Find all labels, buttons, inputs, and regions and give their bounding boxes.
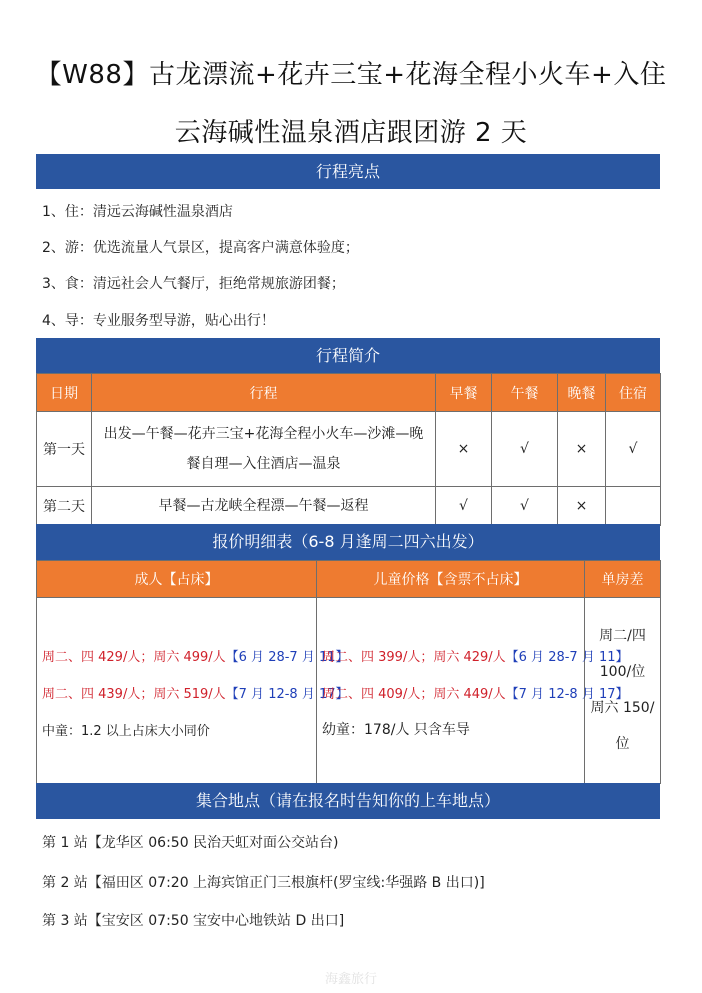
child-price-line (322, 646, 629, 665)
child-price: 周二、四 399/人；周六 429/人 (322, 650, 506, 665)
header-breakfast: 早餐 (436, 374, 492, 412)
pricing-heading: 报价明细表（6-8 月逢周二四六出发） (36, 524, 660, 560)
header-lunch: 午餐 (492, 374, 558, 412)
day-cell: 第二天 (37, 487, 92, 526)
day-cell: 第一天 (37, 412, 92, 487)
station-item: 第 1 站【龙华区 06:50 民治天虹对面公交站台) (42, 835, 339, 851)
route-line: 餐自理—入住酒店—温泉 (186, 456, 341, 472)
route-cell: 早餐—古龙峡全程漂—午餐—返程 (92, 487, 436, 526)
pricing-header-row (37, 561, 661, 598)
highlight-item: 3、食：清远社会人气餐厅，拒绝常规旅游团餐； (42, 276, 345, 292)
adult-note: 中童：1.2 以上占床大小同价 (42, 724, 210, 739)
highlight-item: 2、游：优选流量人气景区，提高客户满意体验度； (42, 240, 359, 256)
route-cell (92, 412, 436, 487)
adult-price: 周二、四 429/人；周六 499/人 (42, 650, 226, 665)
meeting-heading: 集合地点（请在报名时告知你的上车地点） (36, 783, 660, 819)
header-route: 行程 (92, 374, 436, 412)
pricing-table (36, 560, 661, 784)
stay-cell: √ (606, 412, 661, 487)
page-title-line-1: 【W88】古龙漂流+花卉三宝+花海全程小火车+入住 (35, 60, 667, 90)
single-supplement-line: 100/位 (599, 664, 646, 680)
adult-price: 周二、四 439/人；周六 519/人 (42, 687, 226, 702)
single-supplement-line: 位 (615, 736, 630, 752)
adult-period: 【6 月 28-7 月 11】 (225, 650, 349, 665)
breakfast-cell: √ (436, 487, 492, 526)
lunch-cell: √ (492, 487, 558, 526)
itinerary-table (36, 373, 661, 526)
table-row (37, 412, 661, 487)
highlight-item: 1、住：清远云海碱性温泉酒店 (42, 204, 233, 220)
lunch-cell: √ (492, 412, 558, 487)
dinner-cell: × (558, 412, 606, 487)
child-price-line (322, 683, 629, 702)
route-line: 出发—午餐—花卉三宝+花海全程小火车—沙滩—晚 (103, 426, 424, 442)
header-date: 日期 (37, 374, 92, 412)
highlight-item: 4、导：专业服务型导游，贴心出行！ (42, 313, 275, 329)
header-adult: 成人【占床】 (37, 561, 317, 598)
table-row (37, 487, 661, 526)
station-item: 第 2 站【福田区 07:20 上海宾馆正门三根旗杆(罗宝线:华强路 B 出口)] (42, 875, 485, 891)
page-title-line-2: 云海碱性温泉酒店跟团游 2 天 (174, 118, 528, 148)
adult-period: 【7 月 12-8 月 17】 (225, 687, 349, 702)
child-period: 【7 月 12-8 月 17】 (505, 687, 629, 702)
breakfast-cell: × (436, 412, 492, 487)
itinerary-header-row (37, 374, 661, 412)
itinerary-heading: 行程简介 (36, 338, 660, 373)
stay-cell (606, 487, 661, 526)
watermark: 海鑫旅行 (324, 972, 377, 987)
child-note: 幼童：178/人 只含车导 (322, 722, 470, 738)
header-dinner: 晚餐 (558, 374, 606, 412)
header-single-supplement: 单房差 (585, 561, 661, 598)
child-price: 周二、四 409/人；周六 449/人 (322, 687, 506, 702)
child-period: 【6 月 28-7 月 11】 (505, 650, 629, 665)
adult-price-line (42, 683, 349, 702)
single-supplement-line: 周六 150/ (590, 700, 655, 716)
adult-price-line (42, 646, 349, 665)
dinner-cell: × (558, 487, 606, 526)
header-child: 儿童价格【含票不占床】 (317, 561, 585, 598)
single-supplement-line: 周二/四 (599, 628, 646, 644)
header-stay: 住宿 (606, 374, 661, 412)
station-item: 第 3 站【宝安区 07:50 宝安中心地铁站 D 出口] (42, 913, 345, 929)
highlights-heading: 行程亮点 (36, 154, 660, 189)
